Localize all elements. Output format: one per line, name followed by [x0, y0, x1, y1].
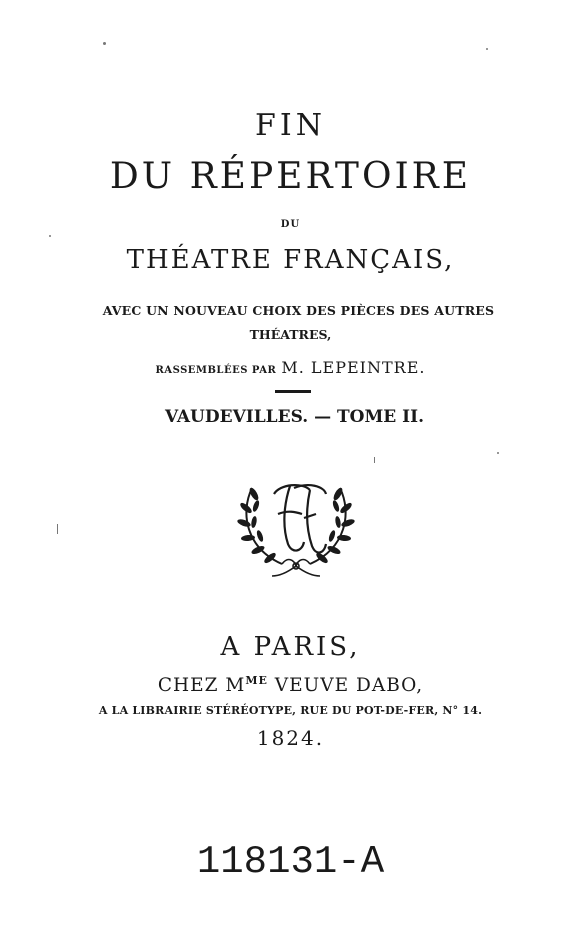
- ink-speck: [103, 42, 106, 45]
- compiler-name: M. LEPEINTRE.: [281, 358, 426, 377]
- ink-speck: [374, 457, 375, 463]
- publisher-sup: ME: [245, 674, 268, 687]
- imprint-city: A PARIS,: [220, 632, 361, 662]
- title-line-fin: FIN: [255, 108, 326, 143]
- publisher-pre: CHEZ M: [157, 675, 246, 697]
- compiler-prefix: RASSEMBLÉES PAR: [155, 365, 277, 376]
- catalog-number: 118131-A: [196, 840, 385, 884]
- title-line-theatre: THÉATRE FRANÇAIS,: [126, 245, 455, 275]
- title-line-du: DU: [280, 219, 301, 230]
- publisher-post: VEUVE DABO,: [267, 675, 424, 697]
- imprint-publisher: [0, 674, 581, 696]
- volume-line: VAUDEVILLES. — TOME II.: [165, 407, 424, 427]
- subtitle-line-1: AVEC UN NOUVEAU CHOIX DES PIÈCES DES AUTRES: [102, 303, 495, 318]
- ink-speck: [57, 524, 58, 534]
- ink-speck: [486, 48, 488, 50]
- ft-monogram-laurel-wreath-icon: [232, 468, 360, 580]
- subtitle-line-2: THÉATRES,: [249, 327, 332, 342]
- divider-rule: [275, 390, 311, 393]
- ink-speck: [49, 235, 51, 237]
- ink-speck: [497, 452, 499, 454]
- imprint-year: 1824.: [256, 726, 325, 750]
- compiler-line: [0, 358, 581, 377]
- imprint-address: A LA LIBRAIRIE STÉRÉOTYPE, RUE DU POT-DE-FER, N° 14.: [98, 704, 483, 717]
- title-line-repertoire: DU RÉPERTOIRE: [109, 156, 472, 197]
